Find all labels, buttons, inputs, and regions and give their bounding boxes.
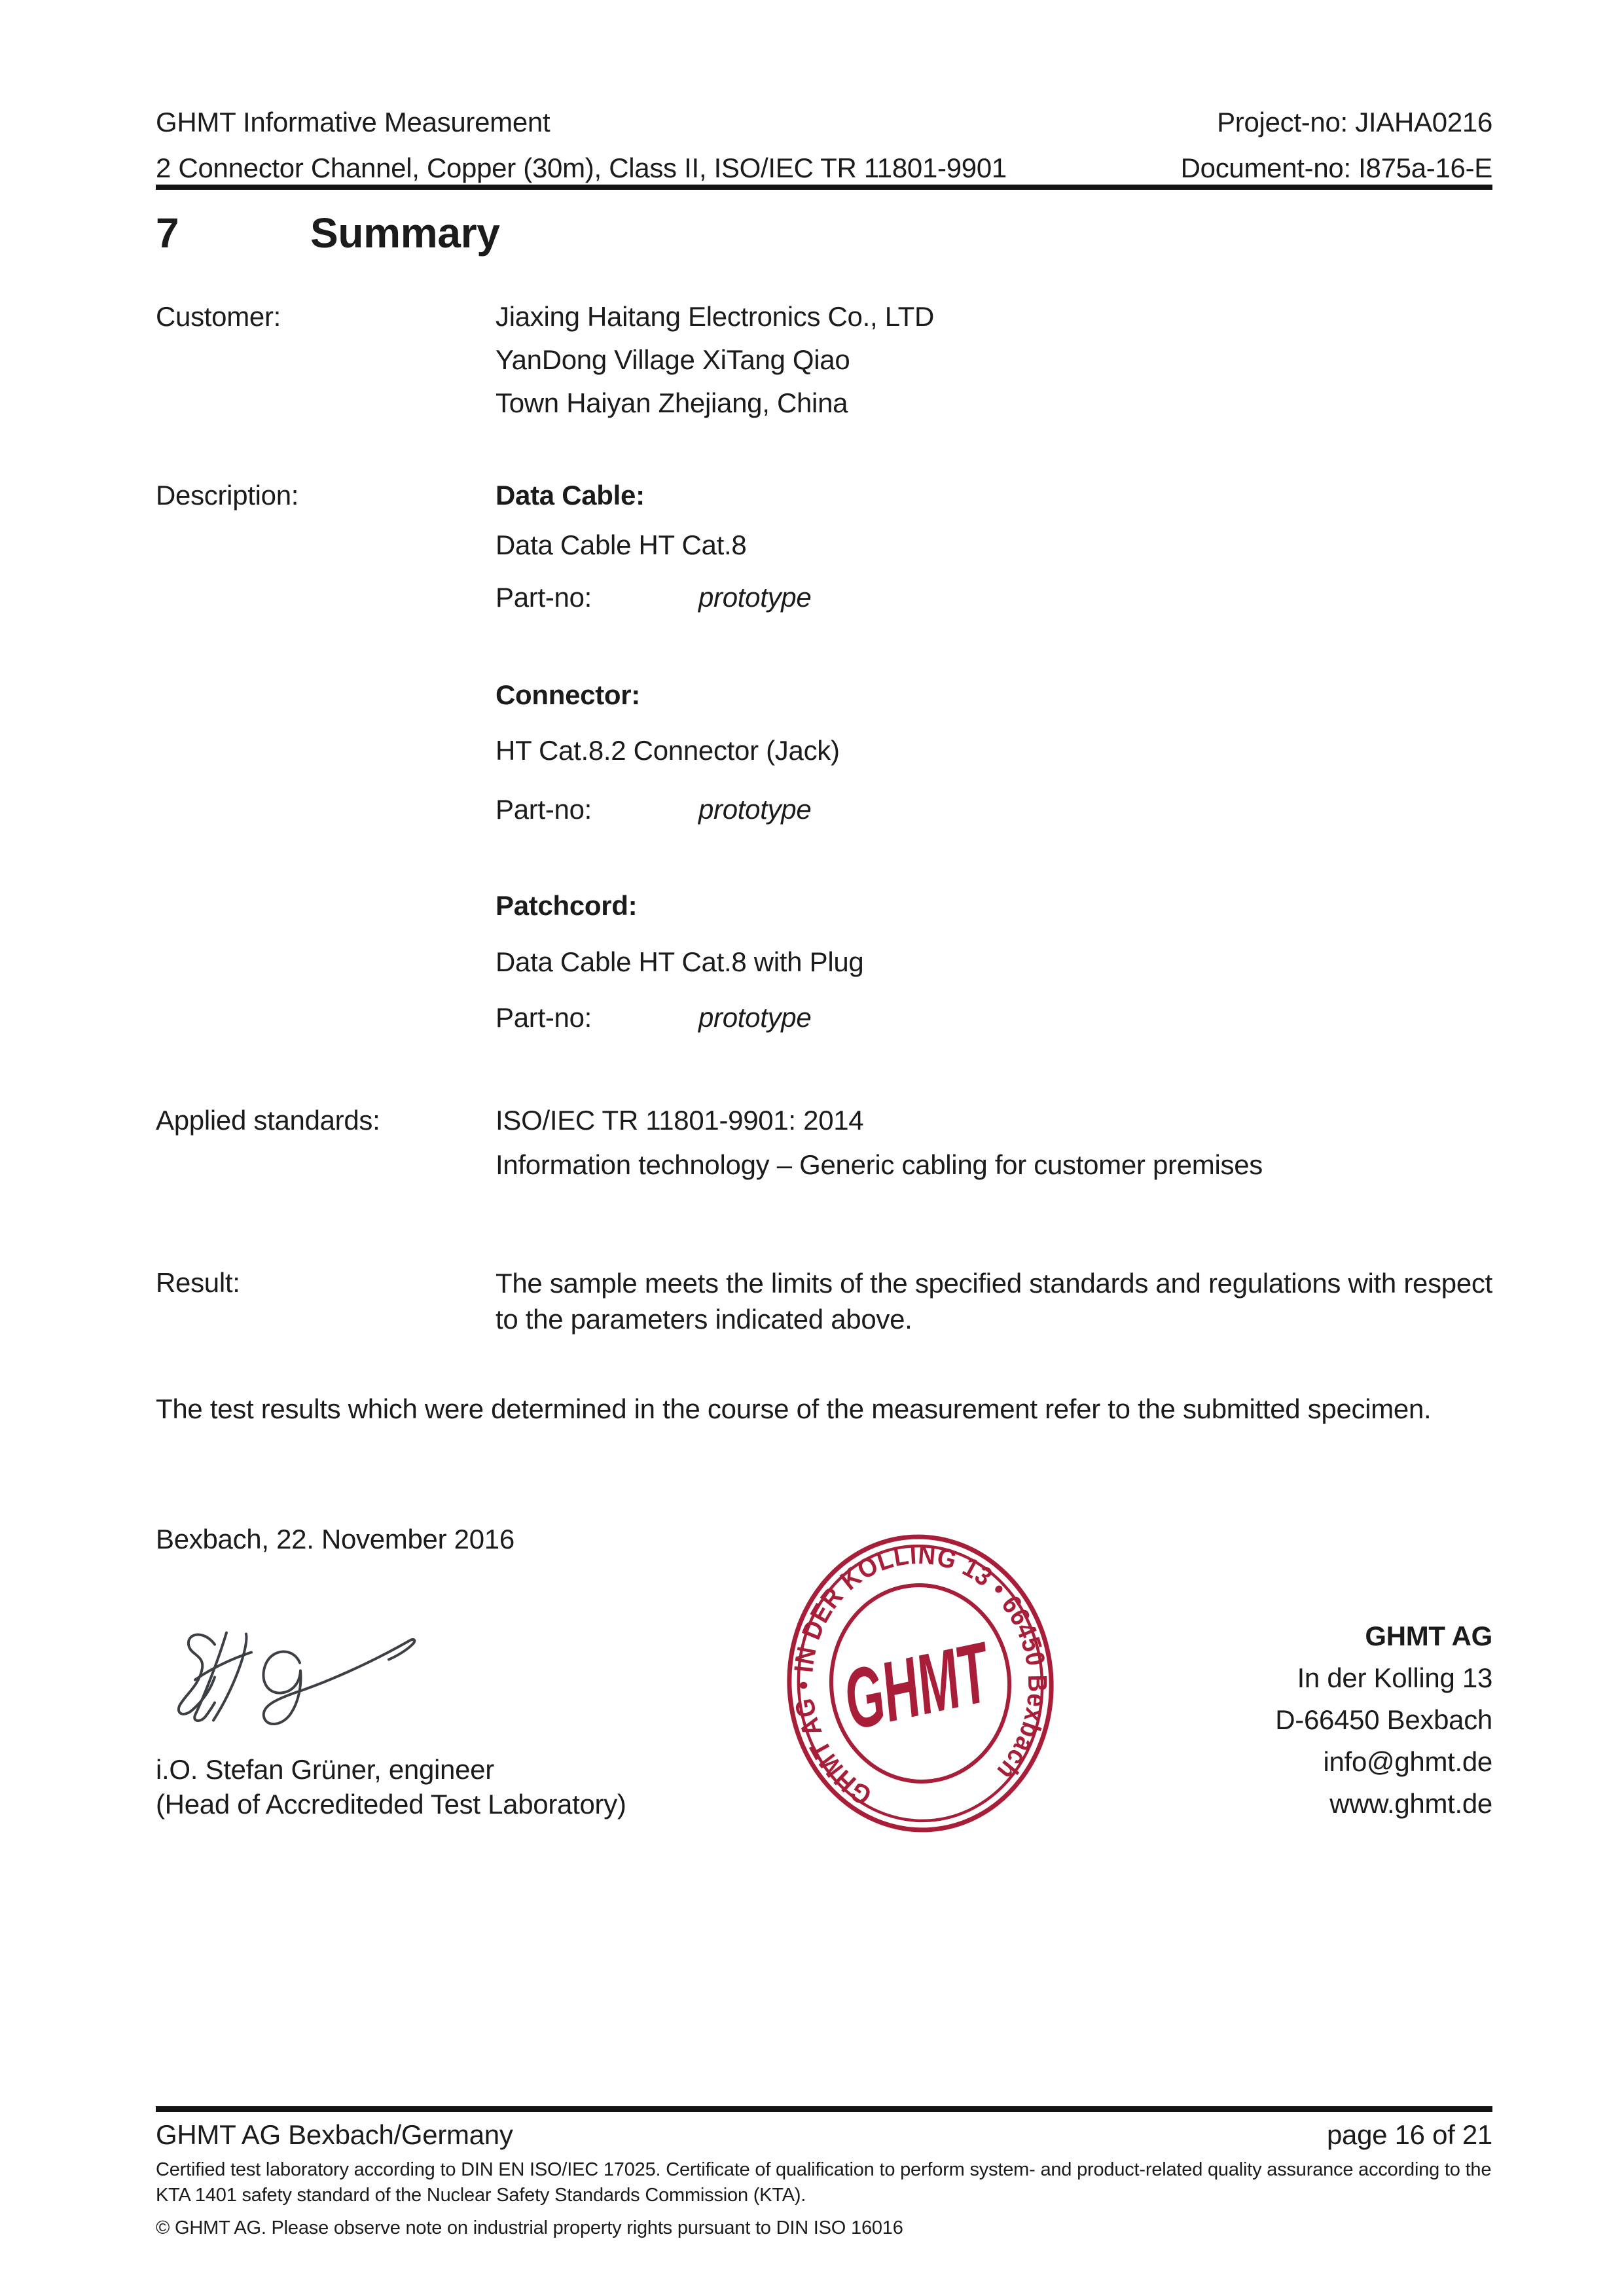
item-part-row xyxy=(496,793,811,826)
part-no-value: prototype xyxy=(698,1002,812,1033)
item-heading-connector: Connector: xyxy=(496,679,640,710)
section-title xyxy=(156,209,500,257)
footer-copyright-note: © GHMT AG. Please observe note on industrial property rights pursuant to DIN ISO 16016 xyxy=(156,2217,903,2238)
signature-stroke xyxy=(263,1640,414,1724)
part-no-value: prototype xyxy=(698,582,812,613)
footer-company: GHMT AG Bexbach/Germany xyxy=(156,2119,513,2150)
header-document-no: Document-no: I875a-16-E xyxy=(1180,152,1492,183)
company-website: www.ghmt.de xyxy=(1329,1788,1492,1819)
result-text: The sample meets the limits of the specified standards and regulations with respect to the parameters indicated above. xyxy=(496,1268,1492,1335)
stamp-logo-text: GHMT xyxy=(835,1624,998,1748)
standards-line1: ISO/IEC TR 11801-9901: 2014 xyxy=(496,1105,864,1136)
signature-stroke xyxy=(179,1634,215,1713)
item-name-connector: HT Cat.8.2 Connector (Jack) xyxy=(496,735,840,766)
ghmt-round-stamp xyxy=(780,1532,1060,1835)
customer-address xyxy=(496,295,934,425)
company-name: GHMT AG xyxy=(1365,1621,1492,1651)
section-number: 7 xyxy=(156,209,179,257)
dateline: Bexbach, 22. November 2016 xyxy=(156,1524,514,1554)
footer-certification-note: Certified test laboratory according to DIN EN ISO/IEC 17025. Certificate of qualification to perform system- and product-related quality assurance according to the KTA 1401 safety standard of the Nuclear Safety Standards Commission (KTA). xyxy=(156,2159,1492,2206)
footer-rule xyxy=(156,2106,1492,2112)
customer-label: Customer: xyxy=(156,301,281,332)
customer-line: Jiaxing Haitang Electronics Co., LTD xyxy=(496,301,935,332)
part-no-label: Part-no: xyxy=(496,582,592,613)
item-part-row xyxy=(496,581,811,614)
signature-stroke xyxy=(213,1634,246,1721)
item-heading-data-cable: Data Cable: xyxy=(496,480,645,511)
signatory-role: (Head of Accrediteded Test Laboratory) xyxy=(156,1789,626,1820)
customer-line: Town Haiyan Zhejiang, China xyxy=(496,387,848,418)
item-name-data-cable: Data Cable HT Cat.8 xyxy=(496,529,747,560)
header-doc-title: GHMT Informative Measurement xyxy=(156,107,550,137)
standards-line2: Information technology – Generic cabling for customer premises xyxy=(496,1149,1263,1180)
standards-label: Applied standards: xyxy=(156,1105,380,1136)
part-no-label: Part-no: xyxy=(496,1002,592,1033)
stamp-ring-text: GHMT AG • IN DER KOLLING 13 • 66450 Bexbach xyxy=(787,1539,1053,1812)
page-header-line1 xyxy=(156,106,1492,139)
footer-row xyxy=(156,2119,1492,2151)
customer-line: YanDong Village XiTang Qiao xyxy=(496,344,850,375)
footer-page-number: page 16 of 21 xyxy=(1326,2119,1492,2150)
item-heading-patchcord: Patchcord: xyxy=(496,890,638,921)
result-label: Result: xyxy=(156,1267,240,1298)
header-rule xyxy=(156,185,1492,190)
page-header-line2 xyxy=(156,152,1492,185)
company-street: In der Kolling 13 xyxy=(1297,1662,1492,1693)
header-doc-subtitle: 2 Connector Channel, Copper (30m), Class II, ISO/IEC TR 11801-9901 xyxy=(156,152,1007,183)
company-city: D-66450 Bexbach xyxy=(1275,1704,1492,1735)
company-email: info@ghmt.de xyxy=(1323,1746,1492,1777)
header-project-no: Project-no: JIAHA0216 xyxy=(1217,107,1492,137)
item-part-row xyxy=(496,1001,811,1034)
company-address-block xyxy=(1275,1615,1492,1825)
signatory-name: i.O. Stefan Grüner, engineer xyxy=(156,1754,494,1785)
signature xyxy=(169,1623,427,1731)
description-label: Description: xyxy=(156,480,299,511)
section-title-text: Summary xyxy=(310,209,500,257)
part-no-label: Part-no: xyxy=(496,794,592,825)
note-paragraph: The test results which were determined in the course of the measurement refer to the submitted specimen. xyxy=(156,1393,1432,1424)
part-no-value: prototype xyxy=(698,794,812,825)
item-name-patchcord: Data Cable HT Cat.8 with Plug xyxy=(496,946,864,977)
